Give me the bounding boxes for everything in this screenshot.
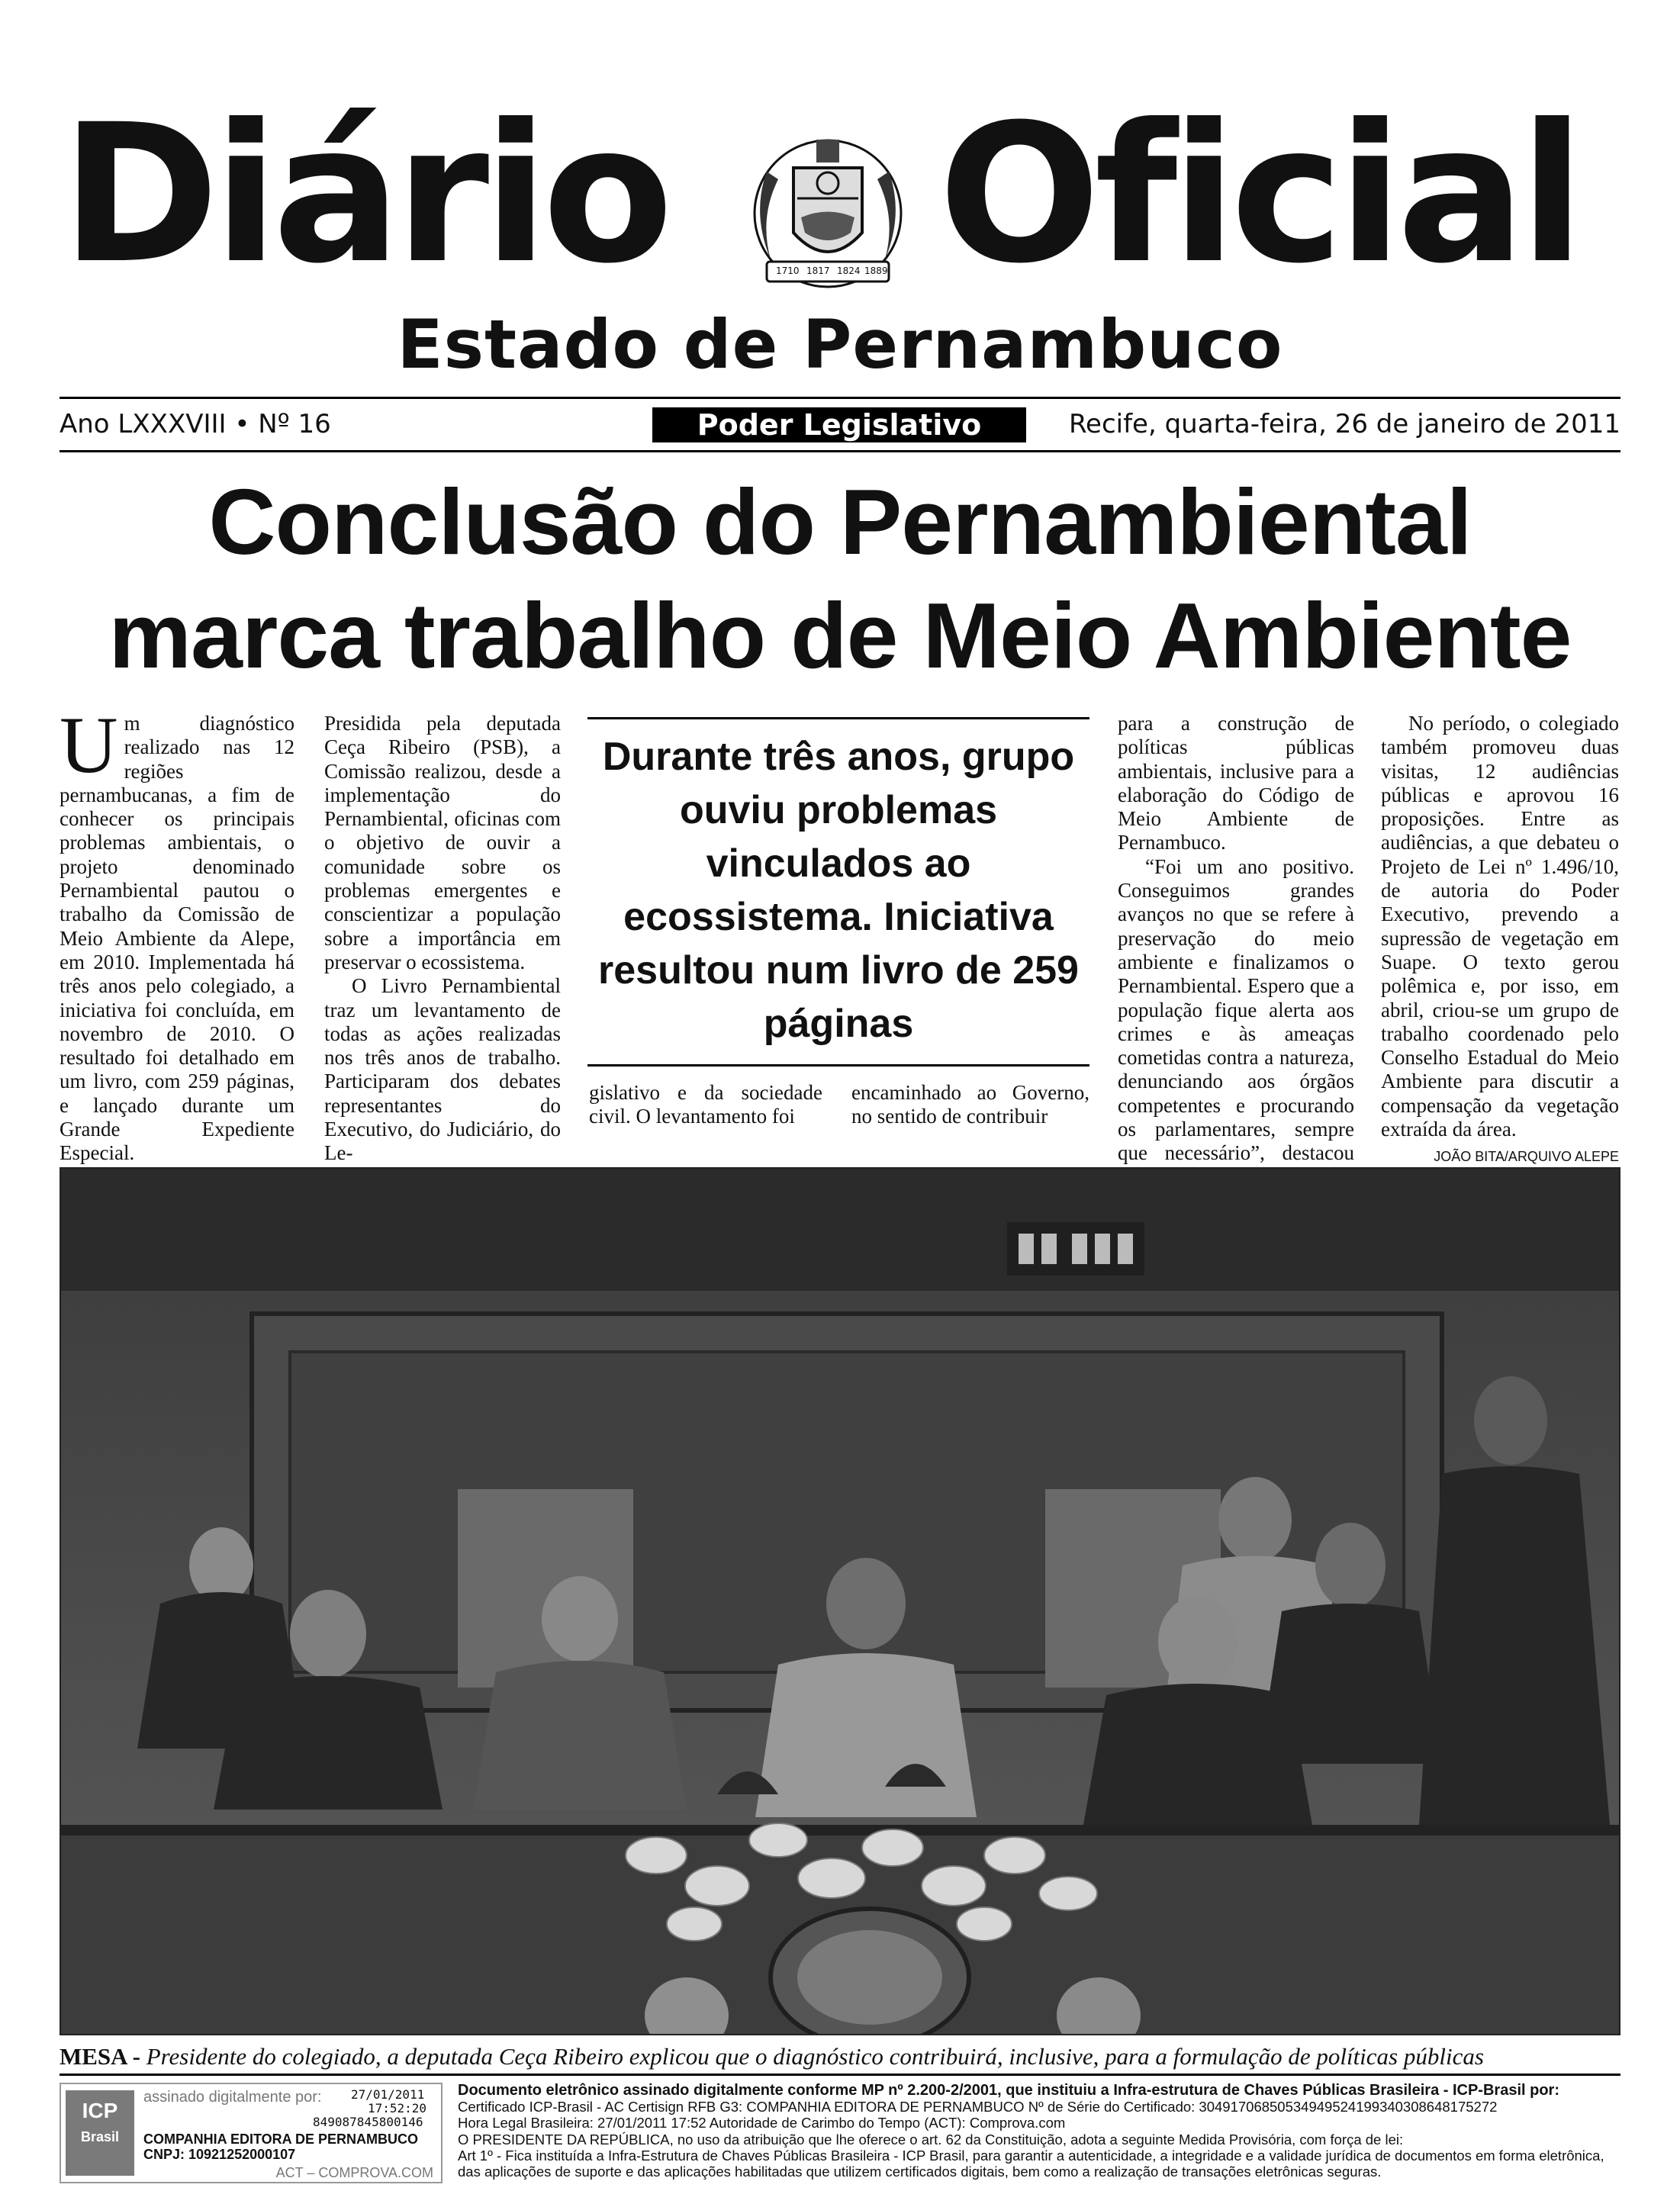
column-2-paragraph-1: Presidida pela deputada Ceça Ribeiro (PSB), a Comissão realizou, desde a implementação do Pernambiental, oficinas com o objetivo de ouvir a comunidade sobre os problemas emergentes e conscientizar a população sobre a importância em preservar o ecossistema. (324, 712, 561, 973)
column-5-paragraph-2: “Foi um ano positivo. Conseguimos grandes avanços no que se refere à preservação do meio ambiente e finalizamos o Pernambiental. Espero que a população fique alerta aos crimes e às ameaças cometidas contra a natureza, denunciando aos órgãos competentes e procurando os parlamentares, sempre que necessário”, destacou (1118, 854, 1354, 1165)
masthead-title-left: Diário (61, 83, 668, 305)
stamp-cnpj: CNPJ: 10921252000107 (143, 2147, 296, 2162)
masthead-subtitle: Estado de Pernambuco (397, 305, 1283, 384)
caption-label: MESA - (60, 2043, 140, 2070)
stamp-act: ACT – COMPROVA.COM (275, 2165, 433, 2180)
article-column-5 (1118, 712, 1354, 1189)
headline-line-2: marca trabalho de Meio Ambiente (108, 583, 1572, 687)
legal-line-3: O PRESIDENTE DA REPÚBLICA, no uso da atribuição que lhe oferece o art. 62 da Constituição, adota a seguinte Medida Provisória, com força de lei: (458, 2131, 1404, 2148)
stamp-signed-label: assinado digitalmente por: (143, 2089, 322, 2106)
stamp-date: 27/01/2011 (351, 2087, 425, 2102)
column-2-paragraph-2: O Livro Pernambiental traz um levantamento de todas as ações realizadas nos três anos de trabalho. Participaram dos debates representantes do Executivo, do Judiciário, do Le- (324, 974, 561, 1165)
coat-of-arms-icon (736, 126, 919, 301)
photo-caption (60, 2043, 1620, 2070)
coat-year-2: 1817 (806, 265, 830, 276)
stamp-time: 17:52:20 (368, 2101, 427, 2115)
column-3-text: gislativo e da sociedade civil. O levantamento foi (589, 1081, 822, 1128)
article-column-3 (589, 1081, 822, 1129)
pull-quote: Durante três anos, grupo ouviu problemas vinculados ao ecossistema. Iniciativa resultou num livro de 259 páginas (587, 717, 1089, 1067)
legal-notice (458, 2083, 1620, 2180)
legal-line-4: Art 1º - Fica instituída a Infra-Estrutura de Chaves Públicas Brasileira - ICP Brasil, para garantir a autenticidade, a integridade e a validade jurídica de documentos em forma eletrônica, das aplicações de suporte e das aplicações habilitadas que utilizem certificados digitais, bem como a realização de transações eletrônicas seguras. (458, 2147, 1604, 2180)
article-column-1 (60, 700, 294, 1166)
caption-text: Presidente do colegiado, a deputada Ceça Ribeiro explicou que o diagnóstico contribuirá, inclusive, para a formulação de políticas públicas (146, 2043, 1484, 2070)
digital-signature-stamp (60, 2083, 443, 2183)
column-6-text: No período, o colegiado também promoveu duas visitas, 12 audiências públicas e aprovou 16 proposições. Entre as audiências, a que debateu o Projeto de Lei nº 1.496/10, de autoria do Poder Executivo, prevendo a supressão de vegetação em Suape. O texto gerou polêmica e, por isso, em abril, criou-se um grupo de trabalho coordenado pelo Conselho Estadual do Meio Ambiente para discutir a compensação da vegetação extraída da área. (1381, 712, 1619, 1141)
column-5-paragraph-1: para a construção de políticas públicas ambientais, inclusive para a elaboração do Código de Meio Ambiente de Pernambuco. (1118, 712, 1354, 854)
column-1-text: m diagnóstico realizado nas 12 regiões pernambucanas, a fim de conhecer os principais problemas ambientais, o projeto denominado Pernambiental pautou o trabalho da Comissão de Meio Ambiente da Alepe, em 2010. Implementada há três anos pelo colegiado, a iniciativa foi concluída, em novembro de 2010. O resultado foi detalhado em um livro, com 259 páginas, e lançado durante um Grande Expediente Especial. (60, 712, 294, 1165)
headline-line-1: Conclusão do Pernambiental (208, 470, 1472, 574)
issue-number: Ano LXXXVIII • Nº 16 (60, 409, 331, 439)
photo-credit: JOÃO BITA/ARQUIVO ALEPE (1434, 1149, 1619, 1164)
dropcap: U (60, 700, 118, 790)
article-column-6 (1381, 712, 1619, 1141)
coat-year-1: 1710 (776, 265, 800, 276)
session-photo (60, 1167, 1620, 2035)
stamp-serial: 849087845800146 (313, 2115, 423, 2129)
legal-line-1: Certificado ICP-Brasil - AC Certisign RFB G3: COMPANHIA EDITORA DE PERNAMBUCO Nº de Série do Certificado: 3049170685053494952419934030864817527​2 (458, 2099, 1498, 2115)
legal-line-2: Hora Legal Brasileira: 27/01/2011 17:52 Autoridade de Carimbo do Tempo (ACT): Comprova.com (458, 2115, 1066, 2131)
masthead-rule-bottom (60, 450, 1620, 452)
footer-rule (60, 2074, 1620, 2076)
section-tab: Poder Legislativo (652, 407, 1026, 442)
masthead-rule-top (60, 397, 1620, 399)
headline (31, 465, 1649, 693)
masthead-title-right: Oficial (938, 83, 1579, 305)
stamp-company: COMPANHIA EDITORA DE PERNAMBUCO (143, 2131, 419, 2147)
article-column-2 (324, 712, 561, 1166)
icp-brasil-logo-icon: ICP Brasil (66, 2090, 134, 2176)
column-4-text: encaminhado ao Governo, no sentido de contribuir (851, 1081, 1089, 1128)
coat-year-4: 1889 (864, 265, 888, 276)
article-column-4 (851, 1081, 1089, 1129)
issue-date: Recife, quarta-feira, 26 de janeiro de 2011 (1068, 409, 1620, 439)
coat-year-3: 1824 (837, 265, 861, 276)
legal-title: Documento eletrônico assinado digitalmente conforme MP nº 2.200-2/2001, que instituiu a Infra-estrutura de Chaves Públicas Brasileira - ICP-Brasil por: (458, 2082, 1559, 2099)
